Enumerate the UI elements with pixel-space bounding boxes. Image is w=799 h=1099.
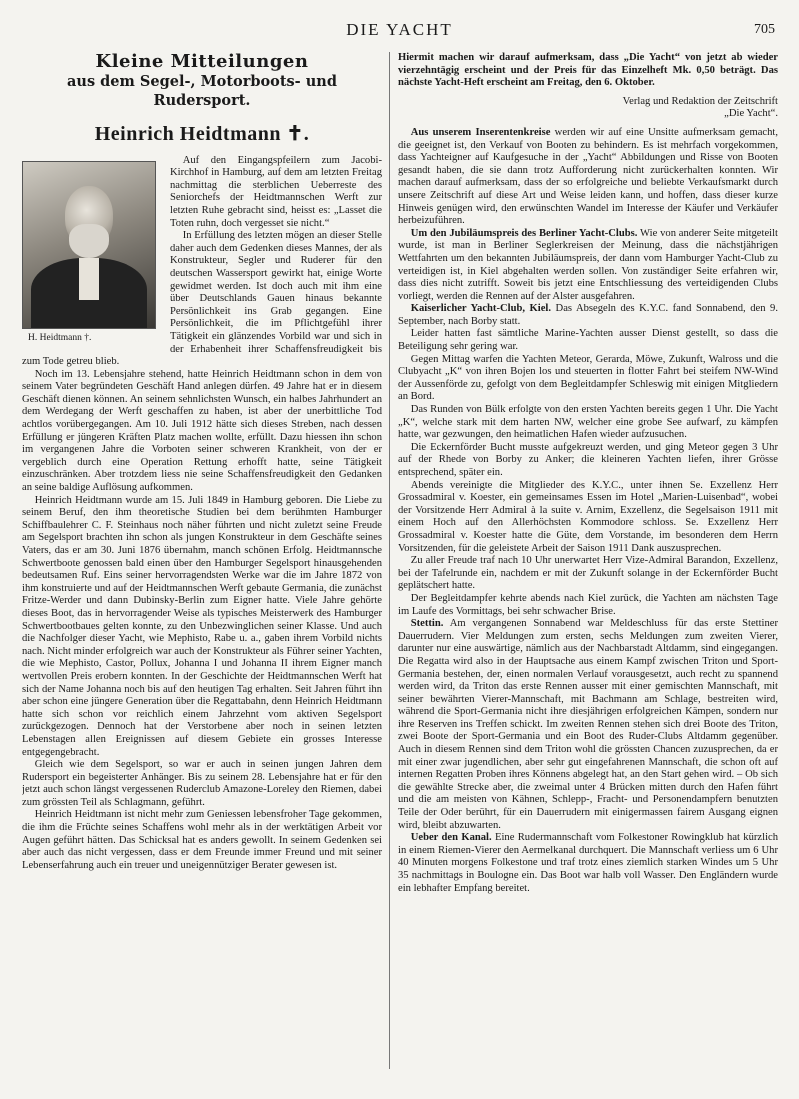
news-text: Wie von anderer Seite mitgeteilt wurde, ist man in Berliner Seglerkreisen der Meinung, dass die nächstjährigen Wettfahrten um den bekannten Jubiläumspreis, der dann vom Hamburger Yacht-Club zu verteidigen ist, in Kiel abgehalten werden sollen. Von zuständiger Seite erfahren wir, dass dies nicht zutrifft. Soweit bis jetzt eine Entschliessung des verteidigenden Clubs vorliegt, werden die Rennen auf der Alster ausgefahren. [398, 227, 778, 302]
section-title [22, 52, 382, 110]
news-item [398, 228, 778, 304]
news-item [398, 404, 778, 442]
news-text: Das Absegeln des K.Y.C. fand Sonnabend, den 9. September, nach Borby statt. [398, 303, 778, 327]
news-item [398, 618, 778, 832]
news-item [398, 328, 778, 353]
news-item [398, 593, 778, 618]
news-item [398, 480, 778, 556]
news-text: Die Eckernförder Bucht musste aufgekreuzt werden, und ging Meteor gegen 3 Uhr auf der Rhede von Borby zu Anker; die kleineren Yachten liefen, ihrer Grösse entsprechend, später ein. [398, 441, 778, 478]
news-text: Der Begleitdampfer kehrte abends nach Kiel zurück, die Yachten am nächsten Tage im Laufe des Vormittags, bei sehr schwacher Brise. [398, 592, 778, 617]
signature-line: Verlag und Redaktion der Zeitschrift [622, 95, 778, 107]
news-lead: Stettin. [410, 618, 444, 630]
left-column [22, 52, 382, 1085]
photo-caption: H. Heidtmann †. [28, 332, 92, 343]
news-item [398, 303, 778, 328]
news-item [398, 354, 778, 404]
right-column [398, 52, 778, 1085]
column-divider [389, 52, 390, 1069]
page-header [0, 18, 799, 42]
notice-paragraph: Hiermit machen wir darauf aufmerksam, dass „Die Yacht“ von jetzt ab wieder vierzehntägig erscheint und der Preis für das Einzelheft Mk. 0,50 beträgt. Das nächste Yacht-Heft erscheint am Freitag, den 6. Oktober. [398, 52, 778, 89]
portrait-photo [22, 161, 156, 329]
portrait-figure [22, 161, 160, 345]
news-lead: Ueber den Kanal. [410, 832, 492, 844]
obituary-paragraph: Heinrich Heidtmann ist nicht mehr zum Geniessen lebensfroher Tage gekommen, die ihm die Früchte seines Schaffens wohl mehr als in der werktätigen Arbeit vor Augen geführt hätten. Das Schicksal hat es anders gewollt. In seinem Gedenken sei aber auch das nicht vergessen, dass er dem Freunde immer Freund und mit seiner Lebenserfahrung auch ein treuer und uneigennütziger Berater gewesen ist. [22, 809, 382, 871]
news-text: Eine Rudermannschaft vom Folkestoner Rowingklub hat kürzlich in einem Riemen-Vierer den Aermelkanal durchquert. Die Mannschaft verliess um 6 Uhr 40 Minuten morgens Folkestone und traf trotz eines ziemlich starken Windes um 5 Uhr 35 nachmittags in Boulogne ein. Das Boot war halb voll Wasser. Den Engländern wurde ein lebhafter Empfang bereitet. [398, 832, 778, 894]
obituary-paragraph: Noch im 13. Lebensjahre stehend, hatte Heinrich Heidtmann schon in dem von seinem Vater begründeten Geschäft Hand anlegen dürfen. 49 Jahre hat er in diesem Geschäft dienen können. An seinem sehnlichsten Wunsch, ein halbes Jahrhundert an dem Werdegang der Werft geschaffen zu haben, ist aber der unerbittliche Tod achtlos vorübergegangen. Am 10. Juli 1912 hätte sich dieses Streben, nach dessen Erfüllung er jüngeren Kräften Platz machen wollte, erfüllt. Dazu hiessen ihn schon im vergangenen Jahre die Vorboten seiner schweren Krankheit, von der er vergeblich durch eine Operation Rettung erhofft hatte, seine Tätigkeit einzuschränken. Aber trotzdem liess nie seine Schaffensfreudigkeit den Gedanken an seine baldige Auflösung aufkommen. [22, 368, 382, 494]
section-title-line2: aus dem Segel-, Motorboots- und Rudersport. [67, 73, 337, 109]
signature-line: „Die Yacht“. [724, 108, 778, 120]
obituary-paragraph: Heinrich Heidtmann wurde am 15. Juli 1849 in Hamburg geboren. Die Liebe zu seinem Beruf, den ihm theoretische Studien bei dem berühmten Hamburger Schiffbaulehrer C. F. Steinhaus noch näher führten und nicht zuletzt seine Freude am Segelsport brachten ihn schon als jungen Konstrukteur in dem Geschäfte seines Vaters, das er am 30. Juni 1876 übernahm, manch schönen Erfolg. Heidtmannsche Schwertboote genossen bald einen über den Hamburger Segelsport hinausgehenden bedeutsamen Ruf. Eins seiner hervorragendsten Werke war die im Jahre 1872 von ihm konstruierte und auf der Heidtmannschen Werft gebaute Germania, die zunächst Fritze-Werder und dann Dubinsky-Berlin zum Eigner hatte. Viele Jahre gehörte dieses Boot, das in hervorragender Weise als typisches Meisterwerk des Hamburger Schwertbootbaues gelten konnte, zu den Unbezwinglichen seiner Klasse. Und auch die Nachfolger dieser Yacht, wie Mephisto, Rabe u. a., gaben ihrem Vorbild nichts nach. Nicht minder erfolgreich war auch der Konstrukteur als Führer seiner Yachten, die wie Mephisto, Castor, Pollux, Johanna I und Johanna II ihrem Eigner manch wertvollen Preis erobern konnten. In der Geschichte der Heidtmannschen Werft hat sich der Name Johanna noch bis auf den heutigen Tag erhalten. Seit Jahren führt ihn aber schon eine jüngere Generation über die Regattabahn, denn Heinrich Heidtmann hatte sich schon vor reichlich einem Jahrzehnt vom aktiven Segelsport zurückgezogen. Dennoch hat der Verstorbene aber noch in seinen letzten Lebenstagen allen Ereignissen auf diesem Gebiete ein grosses Interesse entgegengebracht. [22, 494, 382, 758]
section-title-line1: Kleine Mitteilungen [95, 52, 309, 72]
page-number: 705 [754, 22, 775, 37]
obituary-paragraph: Auf den Eingangspfeilern zum Jacobi-Kirchhof in Hamburg, auf dem am letzten Freitag nachmittag die sterblichen Ueberreste des Seniorchefs der Heidtmannschen Werft zur letzten Ruhe gebracht sind, heisst es: „Lasset die Toten ruhn, doch vergesset sie nicht.“ [170, 154, 382, 229]
news-text: Abends vereinigte die Mitglieder des K.Y.C., unter ihnen Se. Exzellenz Herr Grossadmiral v. Koester, ein gemeinsames Essen im Hotel „Marien-Luisenbad“, wobei der Vorsitzende Herr Admiral à la suite v. Arnim, Exzellenz, die Segelsaison 1911 mit einem Hoch auf den Allerhöchsten Kommodore schloss. Se. Exzellenz Herr Grossadmiral v. Koester hatte die Güte, dem Vorstande, im besonderen dem Herrn Vorsitzenden, für die geleistete Arbeit der Saison 1911 Dank auszusprechen. [398, 479, 778, 554]
news-item [398, 555, 778, 593]
journal-title: DIE YACHT [346, 20, 453, 39]
news-text: Das Runden von Bülk erfolgte von den ersten Yachten bereits gegen 1 Uhr. Die Yacht „K“, welche stark mit dem harten NW, welcher eine grobe See aufwarf, zu kämpfen hatte, war gezwungen, den heimatlichen Hafen wieder aufzusuchen. [398, 404, 778, 441]
news-lead: Um den Jubiläumspreis des Berliner Yacht-Clubs. [410, 227, 638, 239]
news-text: Leider hatten fast sämtliche Marine-Yachten ausser Dienst gestellt, so dass die Beteiligung sehr gering war. [398, 328, 778, 353]
obituary-paragraph: In Erfüllung des letzten mögen an dieser Stelle daher auch dem Gedenken dieses Mannes, der als Konstrukteur, Segler und Ruderer für den deutschen Wassersport gewirkt hat, einige Worte gewidmet werden. Ist doch auch mit ihm eine über Deutschlands Gauen hinaus bekannte Persönlichkeit ins Grab gegangen. Eine Persönlichkeit, die im Pflichtgefühl ihrer Tätigkeit ein glänzendes Vorbild war und sich in der Erhabenheit ihrer Schaffensfreudigkeit bis zum Tode getreu blieb. [22, 230, 382, 368]
news-lead: Kaiserlicher Yacht-Club, Kiel. [410, 303, 552, 315]
obituary-paragraph: Gleich wie dem Segelsport, so war er auch in seinen jungen Jahren dem Rudersport ein begeisterter Anhänger. Bis zu seinem 28. Lebensjahre hat er für den jetzt auch schon längst vergessenen Ruderclub Amazone-Loreley den Riemen, dabei zum grössten Teil als Schlagmann, geführt. [22, 759, 382, 808]
obituary-heading: Heinrich Heidtmann ✝. [94, 123, 310, 145]
news-item [398, 832, 778, 895]
news-text: werden wir auf eine Unsitte aufmerksam gemacht, die geeignet ist, den Verkauf von Booten zu behindern. Es ist mehrfach vorgekommen, dass Yachteigner auf Kaufgesuche in der „Yacht“ Abbildungen und Risse von Booten gesandt haben, die sie dann trotz Aufforderung nicht zurückerhalten konnten. Wir machen darauf aufmerksam, dass der so erfolgreiche und beliebte Verkaufsmarkt durch unsere Zeitschrift auf diese Art und Weise leiden kann, und hoffen, dass dieser kurze Hinweis genügen wird, den erwünschten Wandel im Interesse der Käufer und Verkäufer herbeizuführen. [398, 126, 778, 227]
news-text: Zu aller Freude traf nach 10 Uhr unerwartet Herr Vize-Admiral Barandon, Exzellenz, bei der Tafelrunde ein, nachdem er mit der Zukunft solange in der Eckernförder Bucht geplätschert hatte. [398, 555, 778, 592]
news-item [398, 127, 778, 228]
editor-signature [398, 96, 778, 121]
news-item [398, 442, 778, 480]
news-lead: Aus unserem Inserentenkreise [410, 126, 551, 138]
news-text: Am vergangenen Sonnabend war Meldeschluss für das erste Stettiner Dauerrudern. Vier Meldungen zum ersten, sechs Meldungen zum zweiten Vierer, darunter nur eine auswärtige, nämlich aus der Nachbarstadt Altdamm, sind eingegangen. Die Regatta wird also in der Hauptsache aus einem Kampf zwischen Triton und Sport-Germania bestehen, der, einen normalen Verlauf vorausgesetzt, auch recht zu spannend werden wird, da Triton das erste Rennen ausser mit einer gemischten Mannschaft, mit seiner bewährten Vierer-Mannschaft, mit Bachmann am Schlage, bestreiten wird, während die Sport-Germania nicht ihre diesjährigen erfolgreichen Kämpen, sondern nur ihre Reserven ins Treffen schickt. Im zweiten Rennen stehen sich drei Boote des Triton, zwei Boote der Sport-Germania und ein Boot des Ruder-Clubs Altdamm gegenüber. Auch in diesem Rennen sind dem Triton wohl die grössten Chancen zuzusprechen, da er mit einer zwar jugendlichen, aber sehr gut eingefahrenen Mannschaft, die schon oft auf internen Regatten Proben ihres Könnens abgelegt hat, an den Start gehen wird. – Ob sich die gewählte Strecke aber, die zweimal unter 4 Brücken mitten durch den Hafen führt und die am meisten von Kähnen, Schlepp-, Fracht- und Personendampfern benutzten Teile der Oder berührt, für ein Dauerrudern mit einigermassen fairem Ausgang eignen wird, bleibt abzuwarten. [398, 618, 778, 831]
news-text: Gegen Mittag warfen die Yachten Meteor, Gerarda, Möwe, Zukunft, Walross und die Clubyacht „K“ von ihren Bojen los und steuerten in flotter Fahrt bei steifem NW-Wind der Aussenförde zu, gefolgt von dem Begleitdampfer Schleswig mit einigen Mitgliedern an Bord. [398, 353, 778, 403]
